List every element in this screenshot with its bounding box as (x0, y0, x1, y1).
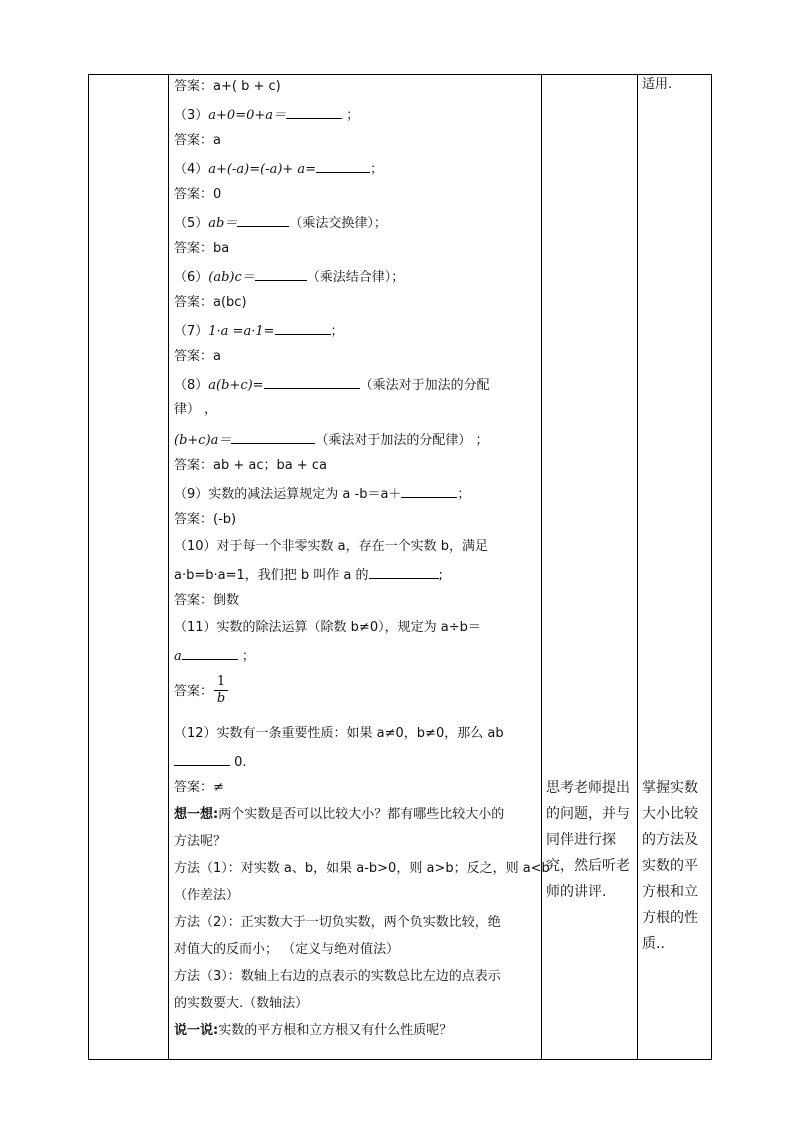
design-intent-text: 掌握实数大小比较的方法及实数的平方根和立方根的性质.. (642, 780, 698, 952)
question-suffix: （乘法对于加法的分配律） ； (315, 433, 489, 448)
question-line: （12）实数有一条重要性质：如果 a≠0，b≠0，那么 ab (174, 726, 504, 741)
content-cell (169, 75, 550, 1060)
fill-blank (264, 375, 360, 389)
fill-blank (275, 321, 331, 335)
question-line (174, 267, 404, 286)
question-number: （5） (174, 216, 209, 231)
question-suffix: ； (237, 649, 255, 664)
question-line (174, 646, 255, 665)
answer-line: 答案：a(bc) (174, 295, 247, 310)
question-number: （6） (174, 270, 209, 285)
question-suffix: ; (438, 568, 443, 583)
question-expression: 1·a =a·1= (208, 324, 275, 339)
say-line (174, 1022, 452, 1039)
question-suffix: （乘法结合律）； (306, 270, 405, 285)
question-text: （9）实数的减法运算规定为 a -b＝a＋ (174, 487, 402, 502)
question-suffix: 0. (230, 755, 247, 770)
question-expression: a (174, 649, 182, 664)
question-number: （4） (174, 162, 209, 177)
question-number: （8） (174, 378, 209, 393)
fill-blank (255, 267, 307, 281)
fraction-denominator: b (216, 691, 226, 706)
question-number: （3） (174, 108, 209, 123)
method-line: 方法（3）：数轴上右边的点表示的实数总比左边的点表示 (174, 969, 501, 984)
question-line (174, 752, 247, 771)
fill-blank (369, 565, 439, 579)
fill-blank (316, 159, 370, 173)
question-line (174, 159, 383, 178)
question-suffix: ； (370, 162, 384, 177)
think-line-continued: 方法呢？ (174, 834, 227, 849)
question-expression: ab＝ (208, 216, 238, 231)
question-expression: a+(-a)=(-a)+ a= (208, 162, 317, 177)
fraction-numerator: 1 (216, 674, 226, 689)
say-text: 实数的平方根和立方根又有什么性质呢？ (218, 1023, 453, 1038)
fill-blank (182, 646, 238, 660)
fill-blank (286, 105, 342, 119)
fill-blank (174, 752, 230, 766)
question-line (174, 484, 470, 503)
question-line: （11）实数的除法运算（除数 b≠0），规定为 a÷b＝ (174, 620, 481, 635)
question-line (174, 213, 387, 232)
question-line-continued: 律） ， (174, 402, 218, 417)
question-suffix: ； (457, 487, 471, 502)
method-line: 对值大的反而小； （定义与绝对值法） (174, 942, 400, 957)
question-expression: a(b+c)= (208, 378, 264, 393)
think-label: 想一想: (174, 807, 219, 822)
answer-line: 答案：a (174, 133, 221, 148)
lesson-table (88, 74, 712, 1060)
question-expression: (b+c)a＝ (174, 433, 232, 448)
answer-line: 答案：a (174, 349, 221, 364)
think-line (174, 806, 504, 823)
question-text: a·b=b·a=1，我们把 b 叫作 a 的 (174, 568, 369, 583)
question-expression: a+0=0+a＝ (208, 108, 287, 123)
question-line (174, 375, 490, 394)
fraction-answer (214, 675, 228, 706)
method-line: 方法（2）：正实数大于一切负实数，两个负实数比较，绝 (174, 915, 501, 930)
answer-line: 答案： (174, 684, 214, 699)
method-line: （作差法） (174, 888, 240, 903)
answer-line: 答案：倒数 (174, 593, 240, 608)
question-line (174, 105, 359, 124)
method-line: 方法（1）：对实数 a、b，如果 a-b>0，则 a>b；反之，则 a<b (174, 861, 550, 876)
question-line (174, 565, 443, 584)
answer-line: 答案：ab + ac；ba + ca (174, 458, 327, 473)
question-suffix: ； (342, 108, 360, 123)
question-expression: (ab)c＝ (208, 270, 255, 285)
blank-column-cell (89, 75, 169, 1060)
answer-line: 答案：(-b) (174, 512, 237, 527)
design-intent-cell (638, 75, 712, 1060)
answer-line: 答案：a+( b + c) (174, 79, 281, 94)
design-intent-top-text: 适用. (642, 77, 673, 92)
say-label: 说一说: (174, 1023, 219, 1038)
answer-line: 答案：ba (174, 241, 230, 256)
think-text: 两个实数是否可以比较大小？都有哪些比较大小的 (218, 807, 505, 822)
question-suffix: （乘法交换律）； (289, 216, 387, 231)
question-line (174, 430, 489, 449)
fill-blank (401, 484, 457, 498)
question-number: （7） (174, 324, 209, 339)
student-activity-text: 思考老师提出的问题，并与同伴进行探究，然后听老师的讲评. (546, 780, 630, 900)
fill-blank (237, 213, 289, 227)
method-line: 的实数要大.（数轴法） (174, 996, 309, 1011)
answer-line: 答案：0 (174, 187, 222, 202)
question-suffix: （乘法对于加法的分配 (359, 378, 490, 393)
question-line: （10）对于每一个非零实数 a，存在一个实数 b，满足 (174, 539, 489, 554)
student-activity-cell (542, 75, 638, 1060)
question-line (174, 321, 344, 340)
answer-line: 答案：≠ (174, 780, 224, 795)
question-suffix: ； (330, 324, 344, 339)
fill-blank (231, 430, 315, 444)
